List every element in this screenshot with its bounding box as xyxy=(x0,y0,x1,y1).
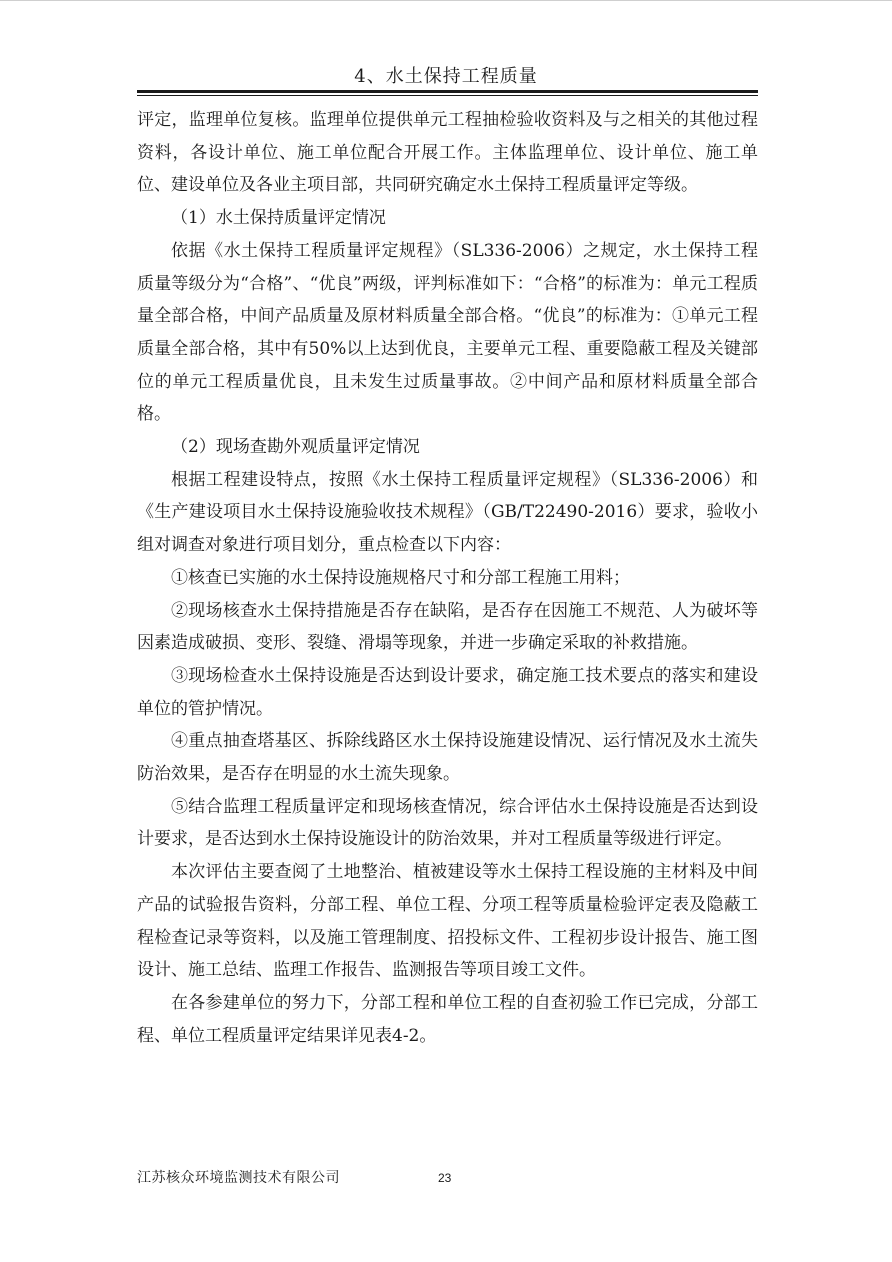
footer-company-name: 江苏核众环境监测技术有限公司 xyxy=(137,1170,340,1186)
inspection-item-4: ④重点抽查塔基区、拆除线路区水土保持设施建设情况、运行情况及水土流失防治效果，是否存在明显的水土流失现象。 xyxy=(137,731,758,785)
inspection-item-1: ①核查已实施的水土保持设施规格尺寸和分部工程施工用料； xyxy=(171,567,630,588)
page-top-border xyxy=(0,0,892,1)
paragraph-document-review: 本次评估主要查阅了土地整治、植被建设等水土保持工程设施的主材料及中间产品的试验报告资料，分部工程、单位工程、分项工程等质量检验评定表及隐蔽工程检查记录等资料，以及施工管理制度、招投标文件、工程初步设计报告、施工图设计、施工总结、监理工作报告、监测报告等项目竣工文件。 xyxy=(137,862,758,981)
document-body xyxy=(137,104,758,1052)
section-heading-quality-assessment: （1）水土保持质量评定情况 xyxy=(171,208,386,229)
inspection-item-2: ②现场核查水土保持措施是否存在缺陷，是否存在因施工不规范、人为破坏等因素造成破损、变形、裂缝、滑塌等现象，并进一步确定采取的补救措施。 xyxy=(137,600,758,654)
header-rule-thick xyxy=(137,90,758,93)
header-rule-thin xyxy=(137,95,758,96)
paragraph-conclusion: 在各参建单位的努力下，分部工程和单位工程的自查初验工作已完成，分部工程、单位工程质量评定结果详见表4-2。 xyxy=(137,992,758,1046)
paragraph-inspection-basis: 根据工程建设特点，按照《水土保持工程质量评定规程》（SL336-2006）和《生产建设项目水土保持设施验收技术规程》（GB/T22490-2016）要求，验收小组对调查对象进行项目划分，重点检查以下内容： xyxy=(137,469,758,556)
page-header-title: 4、水土保持工程质量 xyxy=(354,66,538,87)
footer-page-number: 23 xyxy=(438,1171,452,1185)
paragraph-continued: 评定，监理单位复核。监理单位提供单元工程抽检验收资料及与之相关的其他过程资料，各设计单位、施工单位配合开展工作。主体监理单位、设计单位、施工单位、建设单位及各业主项目部，共同研究确定水土保持工程质量评定等级。 xyxy=(137,110,758,196)
paragraph-grading-criteria: 依据《水土保持工程质量评定规程》（SL336-2006）之规定，水土保持工程质量等级分为“合格”、“优良”两级，评判标准如下：“合格”的标准为：单元工程质量全部合格，中间产品质量及原材料质量全部合格。“优良”的标准为：①单元工程质量全部合格，其中有50%以上达到优良，主要单元工程、重要隐蔽工程及关键部位的单元工程质量优良，且未发生过质量事故。②中间产品和原材料质量全部合格。 xyxy=(137,240,758,425)
inspection-item-3: ③现场检查水土保持设施是否达到设计要求，确定施工技术要点的落实和建设单位的管护情况。 xyxy=(137,665,758,719)
inspection-item-5: ⑤结合监理工程质量评定和现场核查情况，综合评估水土保持设施是否达到设计要求，是否达到水土保持设施设计的防治效果，并对工程质量等级进行评定。 xyxy=(137,796,758,850)
section-heading-site-inspection: （2）现场查勘外观质量评定情况 xyxy=(171,437,420,458)
